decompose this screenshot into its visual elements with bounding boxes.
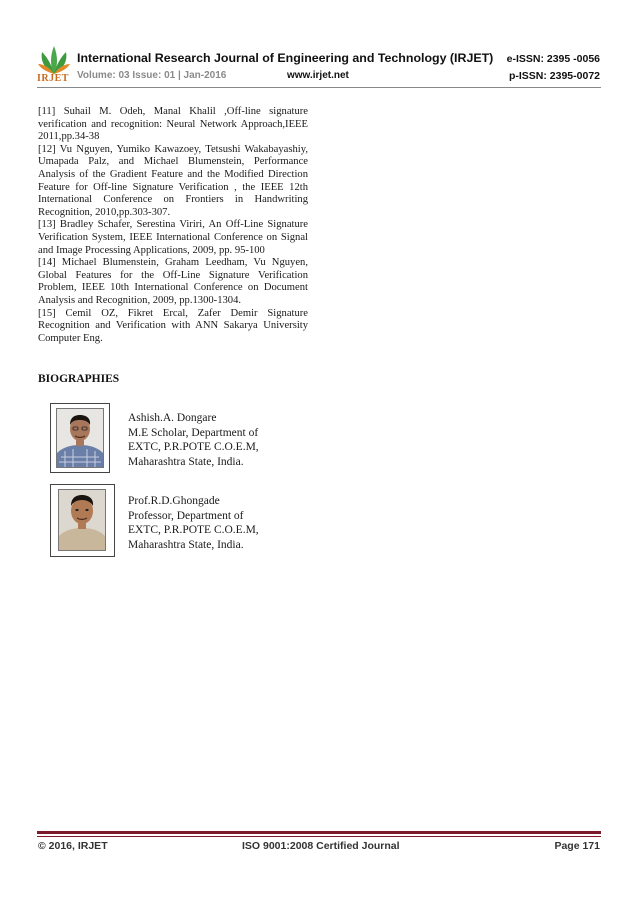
author-photo-dongare (56, 408, 104, 468)
bio-name: Ashish.A. Dongare (128, 412, 217, 424)
footer-page-number: Page 171 (554, 840, 600, 852)
biography-text-1 (128, 411, 259, 469)
logo-wordmark: IRJET (37, 73, 69, 84)
footer-divider (37, 831, 601, 834)
bio-name: Prof.R.D.Ghongade (128, 495, 220, 507)
reference-item: [13] Bradley Schafer, Serestina Viriri, An Off-Line Signature Verification System, IEEE International Conference on Signal and Image Processing Applications, 2009, pp. 95-100 (38, 219, 308, 256)
bio-line: EXTC, P.R.POTE C.O.E.M, (128, 441, 259, 453)
author-photo-ghongade (58, 489, 106, 551)
pissn: p-ISSN: 2395-0072 (508, 70, 600, 82)
reference-item: [12] Vu Nguyen, Yumiko Kawazoey, Tetsushi Wakabayashiy, Umapada Palz, and Michael Blumenstein, Performance Analysis of the Gradient Feature and the Modified Direction Feature for Off-line Signature Verification , the IEEE 12th International Conference on Frontiers in Handwriting Recognition, 2010,pp.303-307. (38, 143, 308, 218)
reference-item: [15] Cemil OZ, Fikret Ercal, Zafer Demir Signature Recognition and Verification with ANN Sakarya University Computer Eng. (38, 307, 308, 344)
footer-divider-thin (37, 836, 601, 837)
biographies-heading: BIOGRAPHIES (38, 373, 120, 385)
biography-text-2 (128, 494, 259, 552)
bio-line: Professor, Department of (128, 509, 244, 522)
header-divider (37, 87, 601, 88)
eissn: e-ISSN: 2395 -0056 (506, 53, 600, 65)
journal-title: International Research Journal of Engineering and Technology (IRJET) (77, 51, 494, 65)
footer-copyright: © 2016, IRJET (38, 840, 108, 852)
bio-line: Maharashtra State, India. (128, 455, 244, 468)
volume-issue: Volume: 03 Issue: 01 | Jan-2016 (77, 70, 227, 81)
bio-line: Maharashtra State, India. (128, 538, 244, 551)
bio-line: M.E Scholar, Department of (128, 426, 259, 439)
bio-line: EXTC, P.R.POTE C.O.E.M, (128, 524, 259, 536)
journal-website-link[interactable]: www.irjet.net (287, 70, 349, 81)
reference-item: [14] Michael Blumenstein, Graham Leedham, Vu Nguyen, Global Features for the Off-Line Signature Verification Problem, IEEE 10th International Conference on Document Analysis and Recognition, 2009, pp.1300-1304. (38, 257, 308, 306)
reference-item: [11] Suhail M. Odeh, Manal Khalil ,Off-line signature verification and recognition: Neural Network Approach,IEEE 2011,pp.34-38 (38, 106, 308, 143)
references-list (38, 106, 308, 345)
footer-certification: ISO 9001:2008 Certified Journal (242, 840, 400, 852)
